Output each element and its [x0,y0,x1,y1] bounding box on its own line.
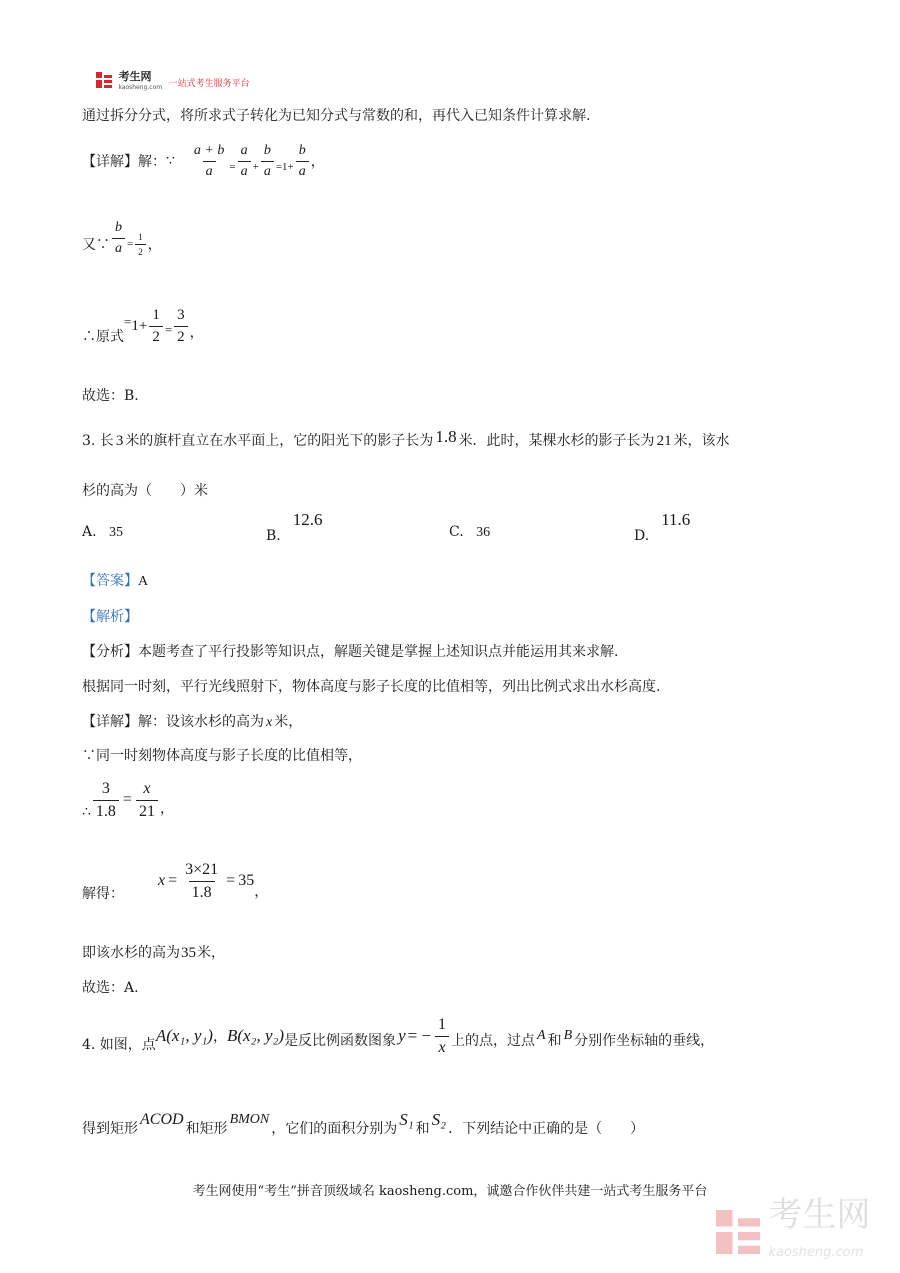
fraction-3x21-over-1-8: $\frac{3\times 21}{1.8}$ [185,860,219,901]
q4-stem-line1: 4. 如图，点 A (x₁, y₁) ， B (x₂, y₂) 是反比例函数图象 y = − $\frac{1}{x}$ 上的点，过点 A 和 B 分别作坐标轴的垂线， [82,1015,715,1056]
logo-domain: kaosheng.com [118,84,163,91]
q3-option-b: B. 12.6 [266,510,323,544]
fraction-1-over-2: $\frac{1}{2}$ [149,307,163,346]
also-because: 又∵ [82,237,110,253]
fraction-1-over-x: $\frac{1}{x}$ [435,1016,449,1057]
q2-choice: 故选：B. [82,388,139,404]
q2-also-line: 又∵ $\frac{b}{a}$ = $\frac{1}{2}$ ， [82,219,162,257]
q3-conclusion: 即该水杉的高为35米， [82,945,225,961]
header-logo [96,72,250,92]
logo-slogan: 一站式考生服务平台 [168,78,250,89]
q3-detail: 【详解】解：设该水杉的高为 x 米， [82,714,303,730]
q2-therefore-line: ∴原式 = 1+ $\frac{1}{2}$ = $\frac{3}{2}$ ， [82,306,204,345]
because-symbol: ∵ [166,153,175,169]
analysis-label: 【解析】 [82,609,138,625]
fraction-3-over-2: $\frac{3}{2}$ [174,307,188,346]
fraction-b-over-a-2: $\frac{b}{a}$ [296,143,309,180]
logo-icon [96,72,112,92]
q2-detail-label: 【详解】解： [82,154,166,170]
q3-stem-line2: 杉的高为（ ）米 [82,483,208,499]
q3-method: 根据同一时刻，平行光线照射下，物体高度与影子长度的比值相等，列出比例式求出水杉高度. [82,679,661,695]
q3-solve: 解得： x = $\frac{3\times 21}{1.8}$ = 35 ， [82,860,269,902]
q3-stem-line1: 3. 长 3 米的旗杆直立在水平面上，它的阳光下的影子长为 1.8 米．此时，某棵水杉的影子长为 21 米，该水 [82,427,730,449]
q3-option-c: C. 36 [449,524,491,540]
q3-proportion: ∴ $\frac{3}{1.8}$ = $\frac{x}{21}$ ， [82,779,174,820]
watermark-logo-icon [716,1210,760,1258]
fraction-one-half: $\frac{1}{2}$ [135,232,146,257]
fraction-x-over-21: $\frac{x}{21}$ [136,780,158,821]
watermark-text: 考生网 [768,1195,871,1235]
q2-line1: 通过拆分分式，将所求式子转化为已知分式与常数的和，再代入已知条件计算求解. [82,108,591,124]
q3-choice: 故选：A. [82,980,139,996]
answer-value: A [138,574,149,589]
q4-stem-line2: 得到矩形 ACOD 和矩形 BMON ，它们的面积分别为 S₁ 和 S₂ ．下列结论中正确的是（ ） [82,1110,645,1137]
watermark-domain: kaosheng.com [768,1245,864,1260]
q3-option-a: A. 35 [82,524,124,540]
q3-answer [82,570,148,590]
logo-text: 考生网 [118,70,152,83]
q3-because-line: ∵同一时刻物体高度与影子长度的比值相等， [82,748,362,764]
fraction-a-over-a: $\frac{a}{a}$ [238,143,251,180]
watermark [716,1195,871,1267]
therefore-original: ∴原式 [82,329,124,345]
answer-label: 【答案】 [82,573,138,589]
fraction-b-over-a-3: $\frac{b}{a}$ [112,220,125,257]
page-footer: 考生网使用“考生”拼音顶级域名 kaosheng.com，诚邀合作伙伴共建一站式考生服务平台 [192,1184,708,1199]
fraction-a-plus-b-over-a: $\frac{a + b}{a}$ [193,142,225,179]
q3-option-d: D. 11.6 [634,510,691,544]
q2-detail-line: 【详解】解： ∵ $\frac{a + b}{a}$ = $\frac{a}{a}$ + $\frac{b}{a}$ =1+ $\frac{b}{a}$ ， [82,142,325,179]
fraction-b-over-a: $\frac{b}{a}$ [261,143,274,180]
fraction-3-over-1-8: $\frac{3}{1.8}$ [93,780,119,821]
q3-fenxi: 【分析】本题考查了平行投影等知识点，解题关键是掌握上述知识点并能运用其来求解. [82,644,619,660]
